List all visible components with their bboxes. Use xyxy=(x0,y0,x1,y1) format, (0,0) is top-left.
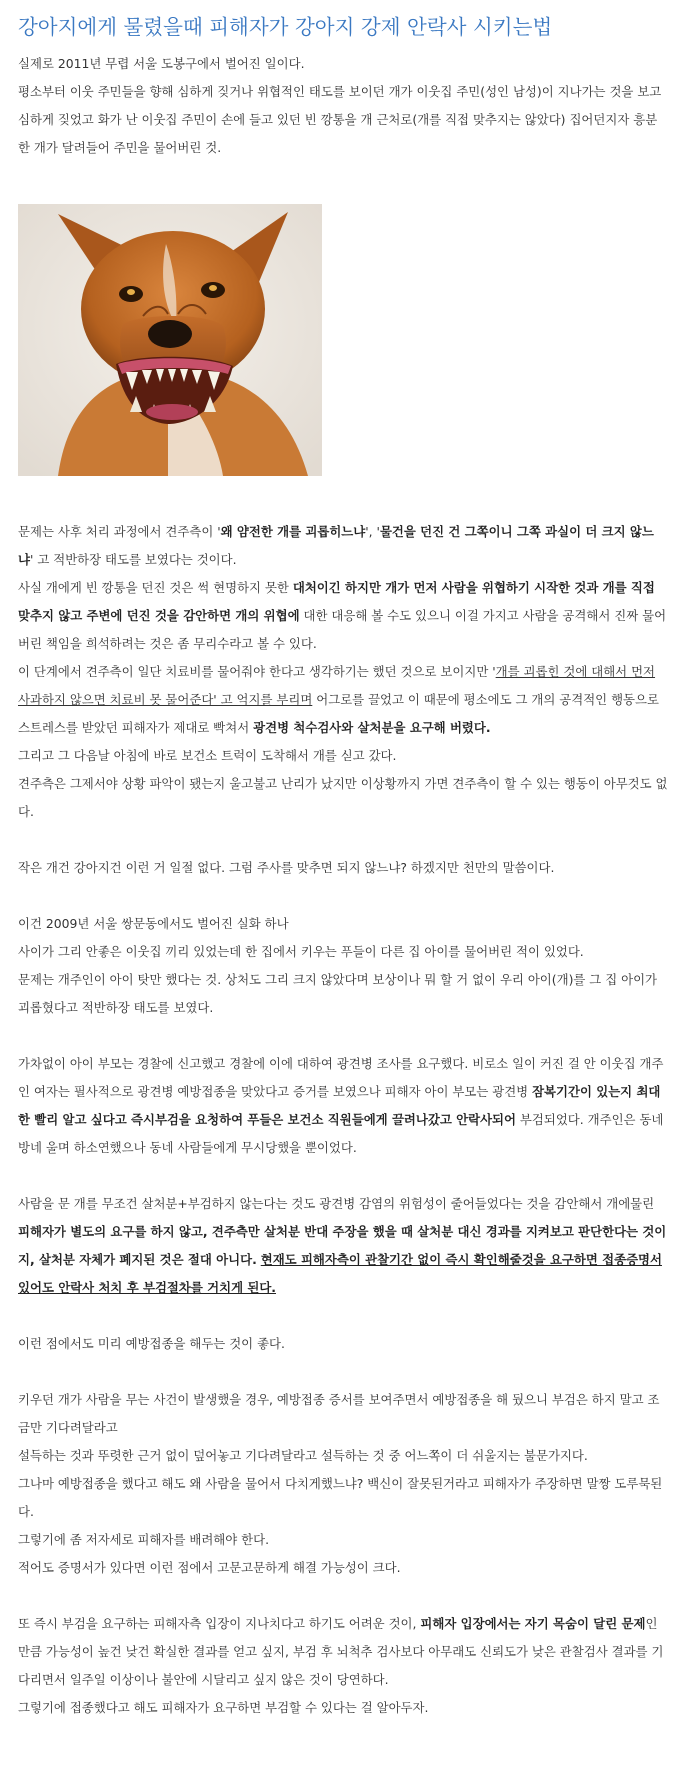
text-run: 대한 대응해 볼 수도 있으니 이걸 가지고 사람을 공격해서 진짜 물어버린 책임을 희석하려는 것은 좀 무리수라고 볼 수 있다. xyxy=(18,608,667,651)
bold-text: 피해자 입장에서는 자기 목숨이 달린 문제 xyxy=(420,1616,646,1631)
paragraph-12 xyxy=(18,1050,668,1162)
bold-text: 광견병 척수검사와 살처분을 요구해 버렸다. xyxy=(253,720,491,735)
text-run: 부검되었다. 개주인은 동네방네 울며 하소연했으나 동네 사람들에게 무시당했을 뿐이었다. xyxy=(18,1112,664,1155)
article xyxy=(18,0,668,1722)
paragraph-20 xyxy=(18,1610,668,1694)
paragraph-16: 설득하는 것과 뚜렷한 근거 없이 덮어놓고 기다려달라고 설득하는 것 중 어느쪽이 더 쉬울지는 불문가지다. xyxy=(18,1448,588,1463)
paragraph-21: 그렇기에 접종했다고 해도 피해자가 요구하면 부검할 수 있다는 걸 알아두자. xyxy=(18,1700,429,1715)
bold-text: 대처이긴 하지만 개가 먼저 사람을 위협하기 시작한 것과 개를 직접 맞추지 않고 주변에 던진 것을 감안하면 개의 위협에 xyxy=(18,580,655,623)
text-run: 사실 개에게 빈 깡통을 던진 것은 썩 현명하지 못한 xyxy=(18,580,293,595)
text-run: 어그로를 끌었고 이 때문에 평소에도 그 개의 공격적인 행동으로 스트레스를 받았던 피해자가 제대로 빡쳐서 xyxy=(18,692,659,735)
paragraph-17: 그나마 예방접종을 했다고 해도 왜 사람을 물어서 다치게했느냐? 백신이 잘못된거라고 피해자가 주장하면 말짱 도루묵된다. xyxy=(18,1476,663,1519)
paragraph-7: 견주측은 그제서야 상황 파악이 됐는지 울고불고 난리가 났지만 이상황까지 가면 견주측이 할 수 있는 행동이 아무것도 없다. xyxy=(18,776,668,819)
text-run: 문제는 사후 처리 과정에서 견주측이 ' xyxy=(18,524,221,539)
paragraph-3 xyxy=(18,518,668,574)
text-run: 인만큼 가능성이 높건 낮건 확실한 결과를 얻고 싶지, 부검 후 뇌척추 검사보다 아무래도 신뢰도가 낮은 관찰검사 결과를 기다리면서 일주일 이상이나 불안에 시달리고 싶지 않은 것이 당연하다. xyxy=(18,1616,664,1687)
paragraph-9: 이건 2009년 서울 쌍문동에서도 벌어진 실화 하나 xyxy=(18,916,289,931)
paragraph-11: 문제는 개주인이 아이 탓만 했다는 것. 상처도 그리 크지 않았다며 보상이나 뭐 할 거 없이 우리 아이(개)를 그 집 아이가 괴롭혔다고 적반하장 태도를 보였다. xyxy=(18,972,658,1015)
text-run: ' 고 적반하장 태도를 보였다는 것이다. xyxy=(29,552,237,567)
underlined-text: 개를 괴롭힌 것에 대해서 먼저 사과하지 않으면 치료비 못 물어준다' 고 억지를 부리며 xyxy=(18,664,656,707)
paragraph-10: 사이가 그리 안좋은 이웃집 끼리 있었는데 한 집에서 키우는 푸들이 다른 집 아이를 물어버린 적이 있었다. xyxy=(18,944,584,959)
bold-quote-1: 왜 얌전한 개를 괴롭히느냐 xyxy=(220,524,366,539)
paragraph-5 xyxy=(18,658,668,742)
text-run: ', ' xyxy=(365,524,380,539)
paragraph-19: 적어도 증명서가 있다면 이런 점에서 고문고문하게 해결 가능성이 크다. xyxy=(18,1560,401,1575)
article-title: 강아지에게 물렸을때 피해자가 강아지 강제 안락사 시키는법 xyxy=(18,15,553,39)
paragraph-1: 실제로 2011년 무렵 서울 도봉구에서 벌어진 일이다. xyxy=(18,56,305,71)
paragraph-18: 그렇기에 좀 저자세로 피해자를 배려해야 한다. xyxy=(18,1532,270,1547)
text-run: 또 즉시 부검을 요구하는 피해자측 입장이 지나치다고 하기도 어려운 것이, xyxy=(18,1616,421,1631)
bold-quote-2: 물건을 던진 건 그쪽이니 그쪽 과실이 더 크지 않느냐 xyxy=(18,524,654,567)
text-run: 이 단계에서 견주측이 일단 치료비를 물어줘야 한다고 생각하기는 했던 것으로 보이지만 ' xyxy=(18,664,496,679)
paragraph-6: 그리고 그 다음날 아침에 바로 보건소 트럭이 도착해서 개를 싣고 갔다. xyxy=(18,748,397,763)
text-run: 사람을 문 개를 무조건 살처분+부검하지 않는다는 것도 광견병 감염의 위험성이 줄어들었다는 것을 감안해서 개에물린 xyxy=(18,1196,655,1211)
paragraph-8: 작은 개건 강아지건 이런 거 일절 없다. 그럼 주사를 맞추면 되지 않느냐? 하겠지만 천만의 말씀이다. xyxy=(18,860,555,875)
paragraph-4 xyxy=(18,574,668,658)
paragraph-2: 평소부터 이웃 주민들을 향해 심하게 짖거나 위협적인 태도를 보이던 개가 이웃집 주민(성인 남성)이 지나가는 것을 보고 심하게 짖었고 화가 난 이웃집 주민이 손에 들고 있던 빈 깡통을 개 근처로(개를 직접 맞추지는 않았다) 집어던지자 흥분한 개가 달려들어 주민을 물어버린 것. xyxy=(18,84,662,155)
paragraph-15: 키우던 개가 사람을 무는 사건이 발생했을 경우, 예방접종 증서를 보여주면서 예방접종을 해 뒀으니 부검은 하지 말고 조금만 기다려달라고 xyxy=(18,1392,660,1435)
paragraph-14: 이런 점에서도 미리 예방접종을 해두는 것이 좋다. xyxy=(18,1336,285,1351)
bold-text: 피해자가 별도의 요구를 하지 않고, 견주측만 살처분 반대 주장을 했을 때 살처분 대신 경과를 지켜보고 판단한다는 것이지, 살처분 자체가 폐지된 것은 절대 아니다. xyxy=(18,1224,667,1267)
bold-text: 잠복기간이 있는지 최대한 빨리 알고 싶다고 즉시부검을 요청하여 푸들은 보건소 직원들에게 끌려나갔고 안락사되어 xyxy=(18,1084,661,1127)
paragraph-13 xyxy=(18,1190,668,1302)
dog-photo xyxy=(18,204,322,476)
bold-underlined-text: 현재도 피해자측이 관찰기간 없이 즉시 확인해줄것을 요구하면 접종증명서 있어도 안락사 처치 후 부검절차를 거치게 된다. xyxy=(18,1252,662,1295)
text-run: 가차없이 아이 부모는 경찰에 신고했고 경찰에 이에 대하여 광견병 조사를 요구했다. 비로소 일이 커진 걸 안 이웃집 개주인 여자는 필사적으로 광견병 예방접종을 맞았다고 증거를 보였으나 피해자 아이 부모는 광견병 xyxy=(18,1056,664,1099)
snarling-dog-image xyxy=(18,204,322,476)
